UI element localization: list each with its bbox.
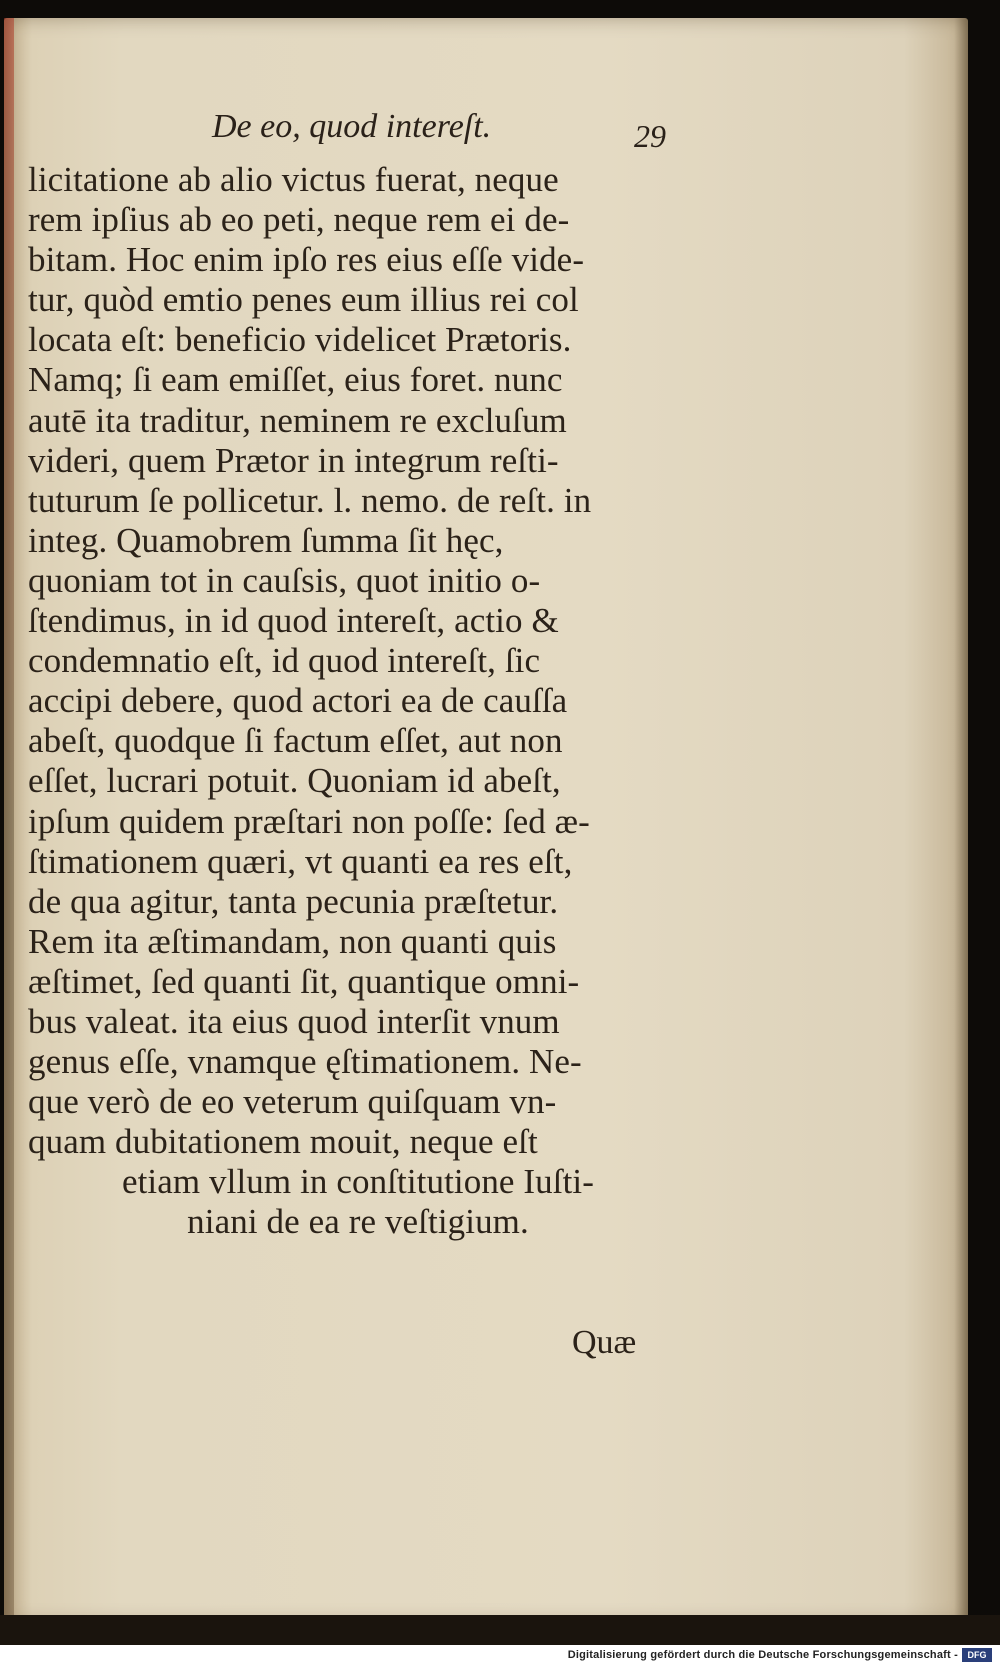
text-line: accipi debere, quod actori ea de cauſſa [28, 681, 568, 721]
text-line: ipſum quidem præſtari non poſſe: ſed æ- [28, 801, 590, 841]
text-line: bus valeat. ita eius quod interſit vnum [28, 1001, 560, 1041]
text-line: videri, quem Prætor in integrum reſti- [28, 440, 559, 480]
text-line: rem ipſius ab eo peti, neque rem ei de- [28, 200, 570, 240]
text-line: quam dubitationem mouit, neque eſt [28, 1122, 538, 1162]
body-text [28, 160, 678, 1243]
text-line: bitam. Hoc enim ipſo res eius eſſe vide- [28, 240, 585, 280]
text-line: Rem ita æſtimandam, non quanti quis [28, 921, 557, 961]
text-line: locata eſt: beneficio videlicet Prætoris. [28, 320, 572, 360]
closing-line: etiam vllum in conſtitutione Iuſti- [121, 1162, 595, 1202]
dfg-logo: DFG [962, 1648, 992, 1662]
text-line: tur, quòd emtio penes eum illius rei col [28, 280, 579, 320]
funding-credit: Digitalisierung gefördert durch die Deutsche Forschungsgemeinschaft - [567, 1649, 958, 1661]
text-line: licitatione ab alio victus fuerat, neque [28, 160, 559, 199]
text-line: condemnatio eſt, id quod intereſt, ſic [28, 641, 541, 681]
running-head: De eo, quod intereſt. [212, 108, 492, 145]
scan-bottom-border [0, 1615, 1000, 1645]
text-line: ſtimationem quæri, vt quanti ea res eſt, [28, 841, 573, 881]
text-line: quoniam tot in cauſsis, quot initio o- [28, 560, 541, 600]
text-line: tuturum ſe pollicetur. l. nemo. de reſt. in [28, 480, 592, 520]
text-line: autē ita traditur, neminem re excluſum [28, 400, 567, 440]
text-line: eſſet, lucrari potuit. Quoniam id abeſt, [28, 761, 561, 801]
text-line: æſtimet, ſed quanti ſit, quantique omni- [28, 961, 580, 1001]
text-line: integ. Quamobrem ſumma ſit hęc, [28, 520, 504, 560]
text-line: ſtendimus, in id quod intereſt, actio & [28, 601, 559, 641]
catchword: Quæ [572, 1324, 637, 1361]
page-edge-stain [4, 18, 14, 1623]
text-line: de qua agitur, tanta pecunia præſtetur. [28, 881, 559, 921]
text-line: Namq; ſi eam emiſſet, eius foret. nunc [28, 360, 563, 400]
text-line: abeſt, quodque ſi factum eſſet, aut non [28, 721, 563, 761]
text-line: que verò de eo veterum quiſquam vn- [28, 1082, 557, 1122]
text-line: genus eſſe, vnamque ęſtimationem. Ne- [28, 1042, 582, 1082]
page-number: 29 [634, 118, 666, 154]
closing-line: niani de ea re veſtigium. [187, 1202, 529, 1242]
